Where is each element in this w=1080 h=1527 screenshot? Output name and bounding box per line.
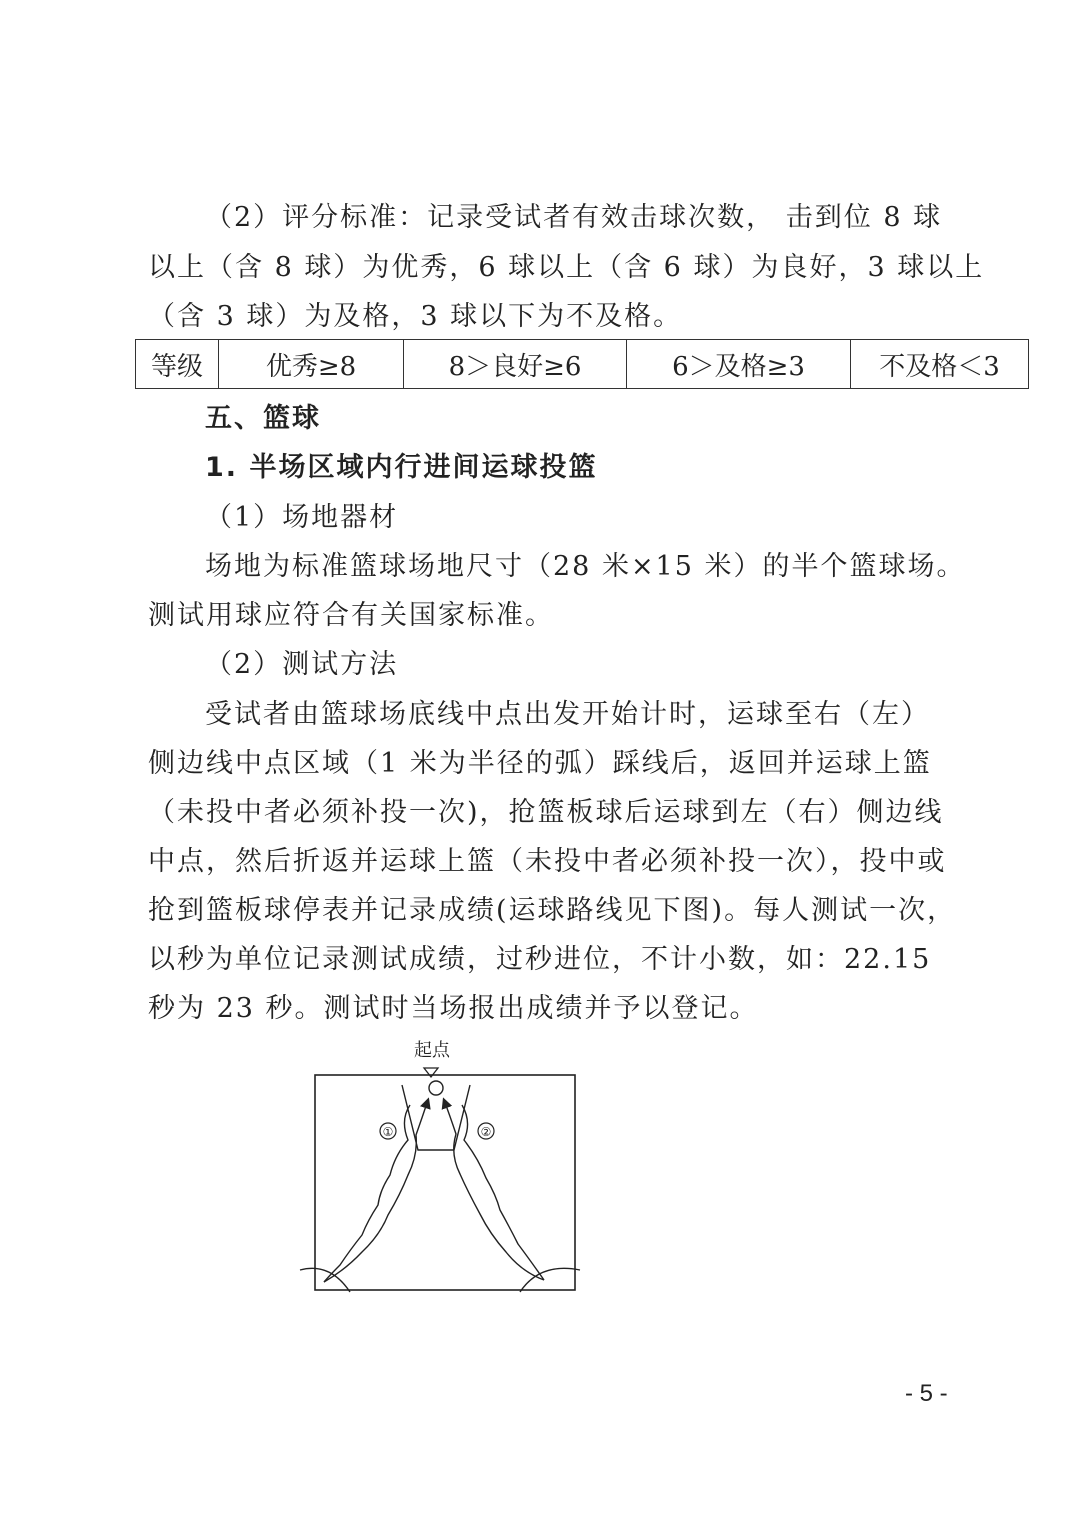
- grade-cell-pass: 6＞及格≥3: [627, 340, 851, 389]
- equipment-line-2: 测试用球应符合有关国家标准。: [148, 600, 554, 631]
- start-label: 起点: [414, 1040, 450, 1061]
- method-line-4: 中点，然后折返并运球上篮（未投中者必须补投一次），投中或: [148, 846, 947, 877]
- section-heading: 五、篮球: [205, 403, 321, 434]
- method-line-5: 抢到篮板球停表并记录成绩(运球路线见下图)。每人测试一次，: [148, 895, 957, 926]
- scoring-line-3: （含 3 球）为及格，3 球以下为不及格。: [148, 301, 683, 332]
- method-line-2: 侧边线中点区域（1 米为半径的弧）踩线后，返回并运球上篮: [148, 748, 932, 779]
- equipment-line-1: 场地为标准篮球场地尺寸（28 米×15 米）的半个篮球场。: [205, 551, 966, 582]
- equipment-title: （1）场地器材: [205, 502, 399, 533]
- table-row: [136, 340, 1029, 389]
- grade-cell-label: 等级: [136, 340, 219, 389]
- dribble-route-diagram: [290, 1030, 590, 1305]
- method-line-7: 秒为 23 秒。测试时当场报出成绩并予以登记。: [148, 993, 759, 1024]
- page-number: - 5 -: [905, 1380, 948, 1407]
- method-line-6: 以秒为单位记录测试成绩，过秒进位，不计小数，如：22.15: [148, 944, 932, 975]
- basket-icon: [429, 1081, 443, 1095]
- scoring-line-2: 以上（含 8 球）为优秀，6 球以上（含 6 球）为良好，3 球以上: [148, 252, 985, 283]
- method-title: （2）测试方法: [205, 649, 399, 680]
- route-path-2-out: [462, 1105, 544, 1280]
- grade-cell-good: 8＞良好≥6: [404, 340, 627, 389]
- route-2-label: ②: [480, 1125, 492, 1139]
- half-court-border: [315, 1075, 575, 1290]
- method-line-1: 受试者由篮球场底线中点出发开始计时，运球至右（左）: [205, 699, 930, 730]
- route-path-1-out: [324, 1105, 410, 1282]
- scoring-line-1: （2）评分标准：记录受试者有效击球次数， 击到位 8 球: [205, 202, 943, 233]
- grade-cell-fail: 不及格＜3: [851, 340, 1029, 389]
- right-sideline-arc: [520, 1268, 580, 1292]
- subsection-heading: 1. 半场区域内行进间运球投篮: [205, 452, 598, 483]
- method-line-3: （未投中者必须补投一次)，抢篮板球后运球到左（右）侧边线: [148, 797, 944, 828]
- route-1-label: ①: [382, 1125, 394, 1139]
- grade-table: [135, 339, 1029, 389]
- grade-cell-excellent: 优秀≥8: [219, 340, 404, 389]
